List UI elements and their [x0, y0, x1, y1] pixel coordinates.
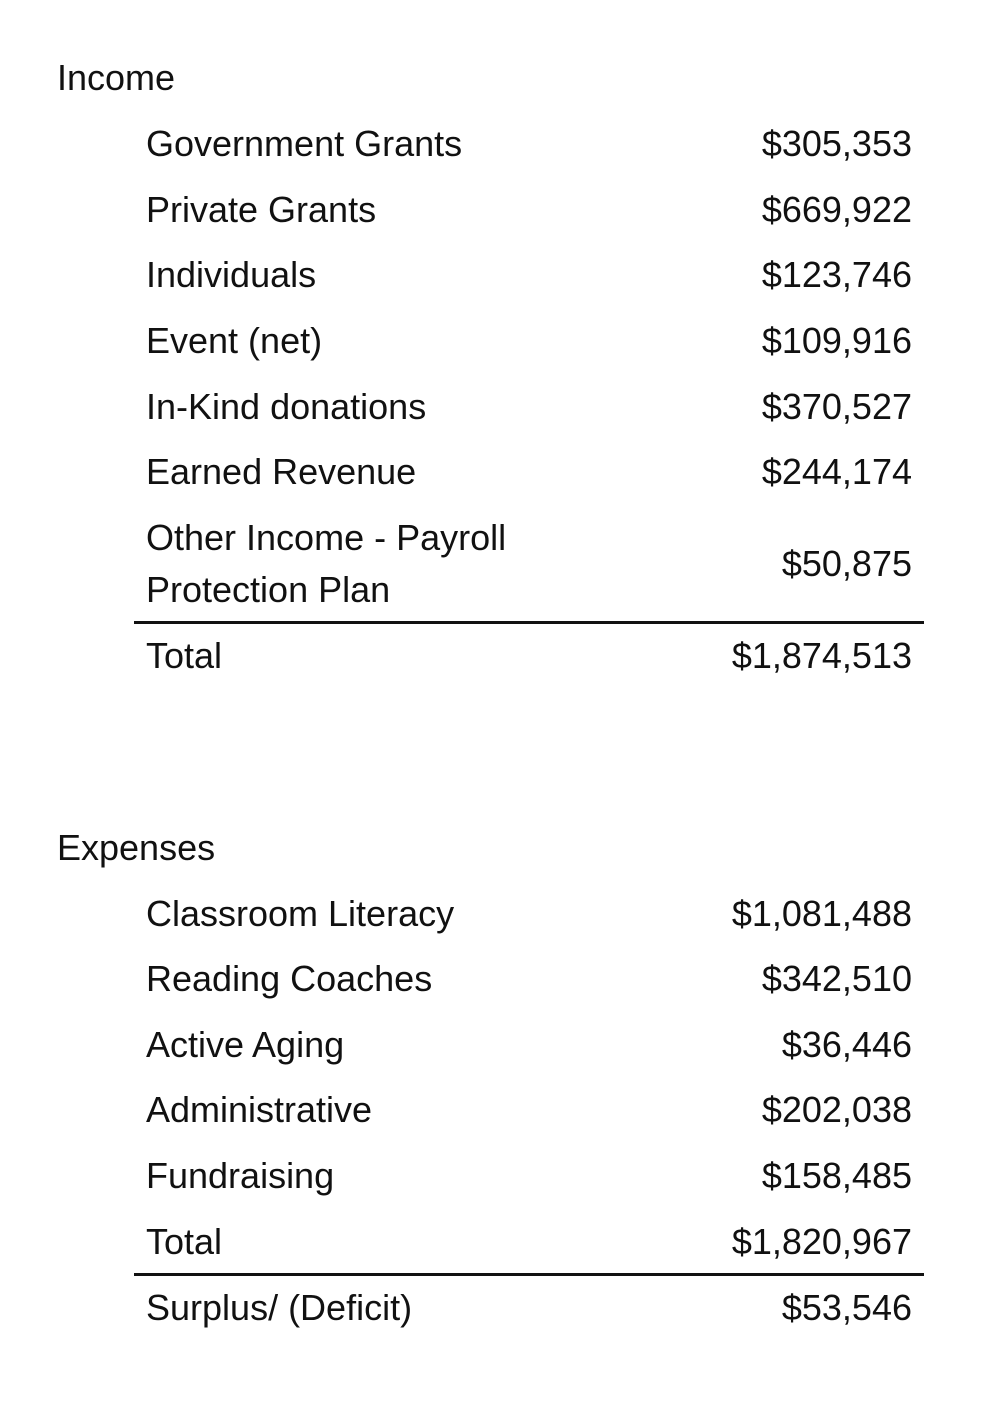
- expense-row: [146, 1150, 912, 1202]
- expense-label: Reading Coaches: [146, 958, 433, 999]
- expense-amount: $36,446: [781, 1024, 912, 1065]
- income-total-row: [146, 630, 912, 682]
- expense-row: [146, 953, 912, 1005]
- expense-label: Administrative: [146, 1089, 373, 1130]
- income-amount: $305,353: [761, 123, 912, 164]
- expenses-heading: Expenses: [57, 827, 216, 868]
- surplus-amount: $53,546: [781, 1287, 912, 1328]
- income-heading: Income: [57, 57, 176, 98]
- income-label: Government Grants: [146, 123, 463, 164]
- expense-label: Classroom Literacy: [146, 893, 455, 934]
- income-row: [146, 184, 912, 236]
- income-label: In-Kind donations: [146, 386, 427, 427]
- expense-amount: $158,485: [761, 1155, 912, 1196]
- income-total-amount: $1,874,513: [731, 635, 912, 676]
- surplus-rule: [134, 1273, 924, 1276]
- income-total-label: Total: [146, 635, 223, 676]
- income-label: Individuals: [146, 254, 317, 295]
- expense-amount: $342,510: [761, 958, 912, 999]
- income-row: [146, 512, 912, 616]
- income-amount: $109,916: [761, 320, 912, 361]
- expense-row: [146, 888, 912, 940]
- expense-label: Fundraising: [146, 1155, 335, 1196]
- income-label: Earned Revenue: [146, 451, 417, 492]
- income-amount: $669,922: [761, 189, 912, 230]
- income-label: Event (net): [146, 320, 323, 361]
- surplus-row: [146, 1282, 912, 1334]
- surplus-label: Surplus/ (Deficit): [146, 1287, 413, 1328]
- expense-amount: $1,081,488: [731, 893, 912, 934]
- expense-amount: $202,038: [761, 1089, 912, 1130]
- expenses-total-amount: $1,820,967: [731, 1221, 912, 1262]
- income-label: Other Income - Payroll Protection Plan: [146, 517, 507, 610]
- expense-row: [146, 1019, 912, 1071]
- expenses-total-row: [146, 1216, 912, 1268]
- income-amount: $370,527: [761, 386, 912, 427]
- income-row: [146, 118, 912, 170]
- income-amount: $244,174: [761, 451, 912, 492]
- income-amount: $123,746: [761, 254, 912, 295]
- income-row: [146, 446, 912, 498]
- income-row: [146, 249, 912, 301]
- income-row: [146, 315, 912, 367]
- income-amount: $50,875: [781, 543, 912, 584]
- expense-row: [146, 1084, 912, 1136]
- expense-label: Active Aging: [146, 1024, 345, 1065]
- income-row: [146, 381, 912, 433]
- expenses-total-label: Total: [146, 1221, 223, 1262]
- income-total-rule: [134, 621, 924, 624]
- income-label: Private Grants: [146, 189, 377, 230]
